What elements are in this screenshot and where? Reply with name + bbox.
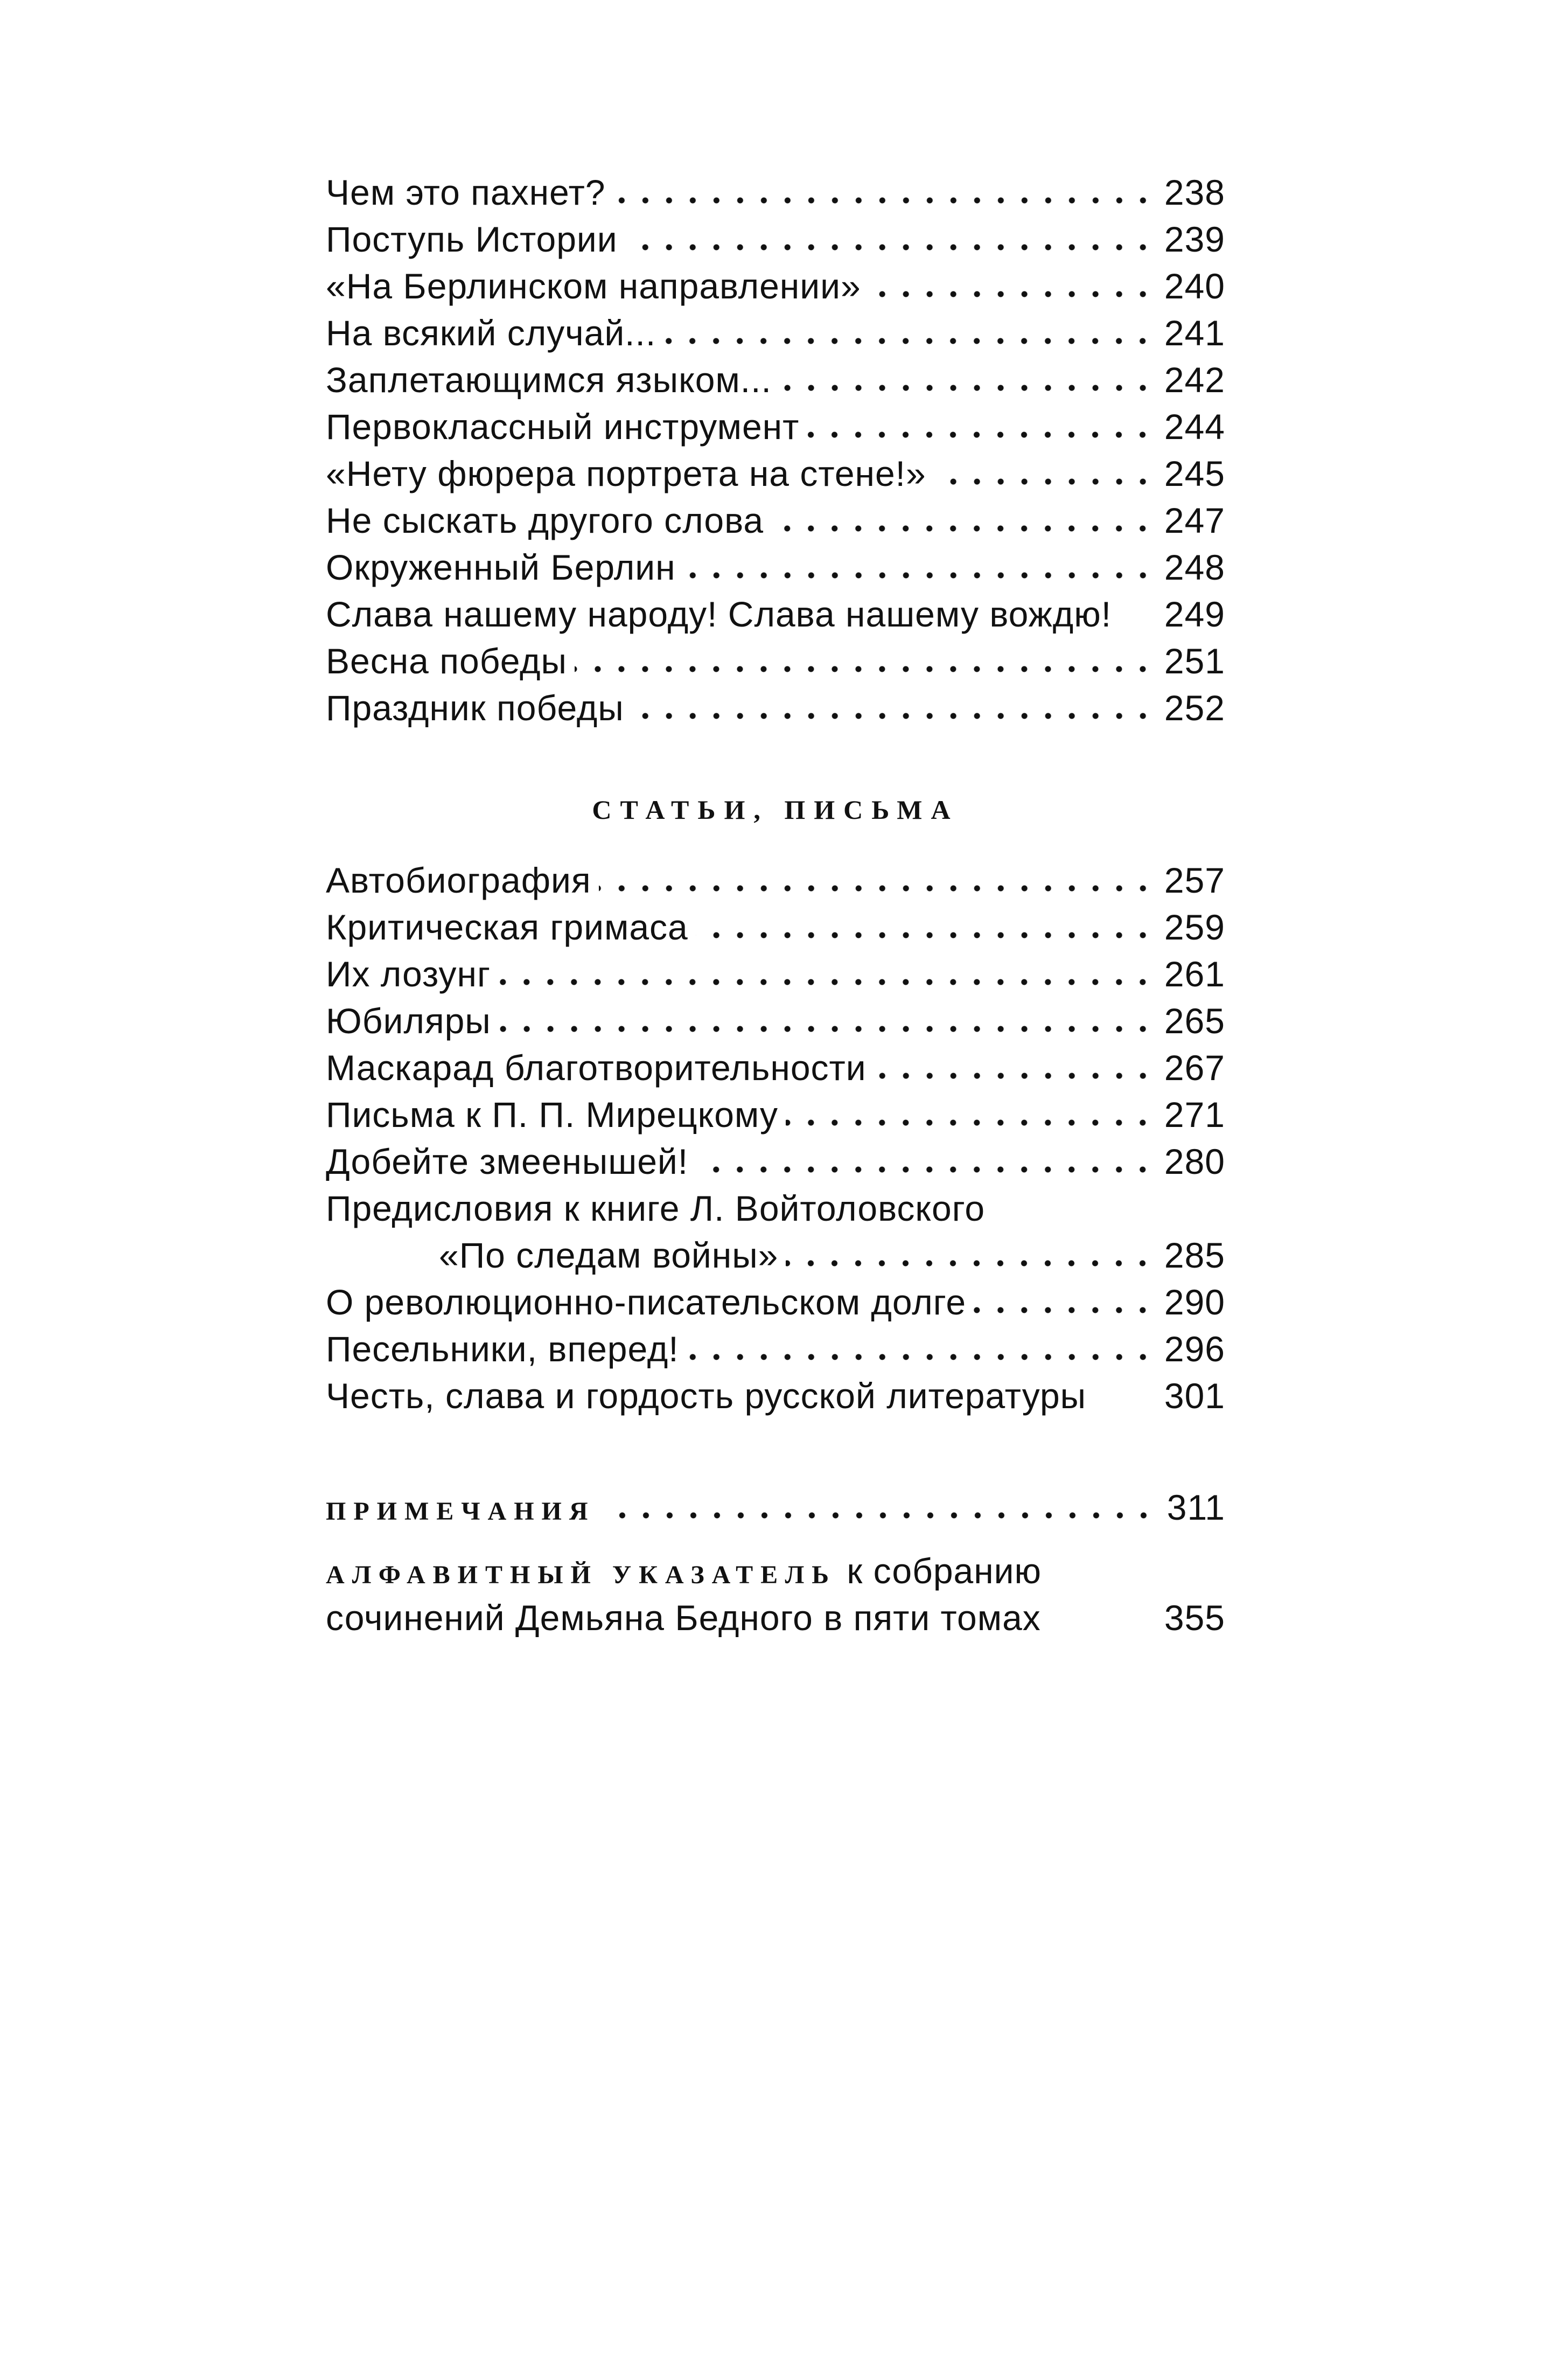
dot-leader	[498, 978, 1155, 986]
toc-entry[interactable]	[326, 951, 1225, 998]
dot-leader	[874, 1071, 1155, 1080]
entry-title: ПРИМЕЧАНИЯ	[326, 1497, 596, 1526]
toc-index	[326, 1548, 1225, 1641]
dot-leader	[613, 196, 1155, 205]
entry-page: 290	[1164, 1282, 1225, 1322]
entry-page: 241	[1164, 313, 1225, 353]
entry-title: Автобиография	[326, 860, 591, 900]
entry-title: Праздник победы	[326, 688, 624, 728]
toc-entry[interactable]	[326, 544, 1225, 591]
entry-page: 301	[1164, 1376, 1225, 1416]
entry-page: 244	[1164, 407, 1225, 447]
entry-title: «По следам войны»	[439, 1235, 779, 1275]
entry-title: Песельники, вперед!	[326, 1329, 679, 1369]
toc-entry[interactable]	[326, 357, 1225, 403]
entry-title-line2: сочинений Демьяна Бедного в пяти томах	[326, 1598, 1041, 1638]
toc-entry[interactable]	[326, 591, 1225, 638]
dot-leader	[575, 665, 1155, 673]
dot-leader	[869, 290, 1155, 298]
entry-title-rest: к собранию	[847, 1551, 1042, 1591]
entry-page: 355	[1164, 1598, 1225, 1638]
toc-entry[interactable]	[326, 403, 1225, 450]
entry-page: 280	[1164, 1142, 1225, 1181]
entry-title: Не сыскать другого слова	[326, 500, 764, 540]
toc-entry[interactable]	[326, 638, 1225, 685]
dot-leader	[663, 337, 1155, 345]
entry-page: 238	[1164, 172, 1225, 212]
entry-title: «На Берлинском направлении»	[326, 266, 861, 306]
dot-leader	[786, 1118, 1155, 1127]
toc-entry[interactable]	[326, 1091, 1225, 1138]
dot-leader	[786, 1259, 1155, 1268]
entry-title: О революционно-писательском долге	[326, 1282, 967, 1322]
toc-entry-index[interactable]	[326, 1548, 1225, 1595]
entry-page: 247	[1164, 500, 1225, 540]
toc-entry[interactable]	[326, 904, 1225, 951]
entry-title: Честь, слава и гордость русской литературы	[326, 1376, 1087, 1416]
dot-leader	[974, 1306, 1155, 1314]
dot-leader	[599, 884, 1155, 893]
entry-title: Добейте змеенышей!	[326, 1142, 689, 1181]
entry-title: Маскарад благотворительности	[326, 1048, 867, 1088]
toc-entry[interactable]	[326, 857, 1225, 904]
toc-entry[interactable]	[326, 1138, 1225, 1185]
toc-entry[interactable]	[326, 1279, 1225, 1326]
toc-entry-notes[interactable]	[326, 1484, 1225, 1531]
toc-entry-index-line2[interactable]	[326, 1595, 1225, 1641]
entry-page: 240	[1164, 266, 1225, 306]
entry-page: 257	[1164, 860, 1225, 900]
toc-entry[interactable]	[326, 497, 1225, 544]
dot-leader	[687, 1353, 1155, 1361]
entry-title: Юбиляры	[326, 1001, 491, 1041]
toc-entry[interactable]	[326, 1232, 1225, 1279]
dot-leader	[934, 477, 1155, 486]
entry-title-bold: АЛФАВИТНЫЙ УКАЗАТЕЛЬ	[326, 1561, 837, 1589]
entry-title: Критическая гримаса	[326, 907, 688, 947]
toc-section-2	[326, 857, 1225, 1419]
entry-page: 259	[1164, 907, 1225, 947]
toc-entry[interactable]	[326, 169, 1225, 216]
dot-leader	[696, 931, 1155, 940]
entry-page: 252	[1164, 688, 1225, 728]
dot-leader	[603, 1511, 1155, 1520]
entry-page: 271	[1164, 1095, 1225, 1135]
entry-page: 239	[1164, 219, 1225, 259]
entry-page: 285	[1164, 1235, 1225, 1275]
dot-leader	[807, 430, 1155, 439]
entry-title: Первоклассный инструмент	[326, 407, 800, 447]
toc-entry[interactable]	[326, 263, 1225, 310]
entry-page: 249	[1164, 594, 1225, 634]
toc-entry[interactable]	[326, 1185, 1225, 1232]
dot-leader	[771, 524, 1155, 533]
entry-page: 248	[1164, 547, 1225, 587]
entry-title: Письма к П. П. Мирецкому	[326, 1095, 779, 1135]
entry-page: 242	[1164, 360, 1225, 400]
toc-entry[interactable]	[326, 1373, 1225, 1419]
entry-page: 251	[1164, 641, 1225, 681]
entry-page: 261	[1164, 954, 1225, 994]
entry-page: 245	[1164, 454, 1225, 493]
toc-section-1	[326, 169, 1225, 732]
entry-title: Окруженный Берлин	[326, 547, 676, 587]
entry-title: Предисловия к книге Л. Войтоловского	[326, 1188, 986, 1228]
toc-entry[interactable]	[326, 216, 1225, 263]
entry-title	[326, 1548, 1042, 1598]
toc-notes	[326, 1484, 1225, 1531]
entry-title: Слава нашему народу! Слава нашему вождю!	[326, 594, 1112, 634]
entry-page: 311	[1166, 1487, 1225, 1527]
toc-entry[interactable]	[326, 310, 1225, 357]
toc-entry[interactable]	[326, 685, 1225, 732]
entry-title: «Нету фюрера портрета на стене!»	[326, 454, 926, 493]
toc-entry[interactable]	[326, 998, 1225, 1045]
dot-leader	[625, 243, 1155, 252]
dot-leader	[696, 1165, 1155, 1174]
entry-title: Поступь Истории	[326, 219, 618, 259]
dot-leader	[499, 1025, 1155, 1033]
toc-entry[interactable]	[326, 1326, 1225, 1373]
entry-page: 265	[1164, 1001, 1225, 1041]
entry-page: 267	[1164, 1048, 1225, 1088]
toc-entry[interactable]	[326, 1045, 1225, 1091]
entry-title: Чем это пахнет?	[326, 172, 606, 212]
entry-title: Их лозунг	[326, 954, 491, 994]
toc-entry[interactable]	[326, 450, 1225, 497]
entry-page: 296	[1164, 1329, 1225, 1369]
dot-leader	[779, 384, 1155, 392]
entry-title: На всякий случай...	[326, 313, 656, 353]
dot-leader	[683, 571, 1155, 580]
dot-leader	[632, 712, 1155, 720]
entry-title: Весна победы	[326, 641, 567, 681]
section-heading: СТАТЬИ, ПИСЬМА	[592, 795, 959, 825]
entry-title: Заплетающимся языком...	[326, 360, 772, 400]
